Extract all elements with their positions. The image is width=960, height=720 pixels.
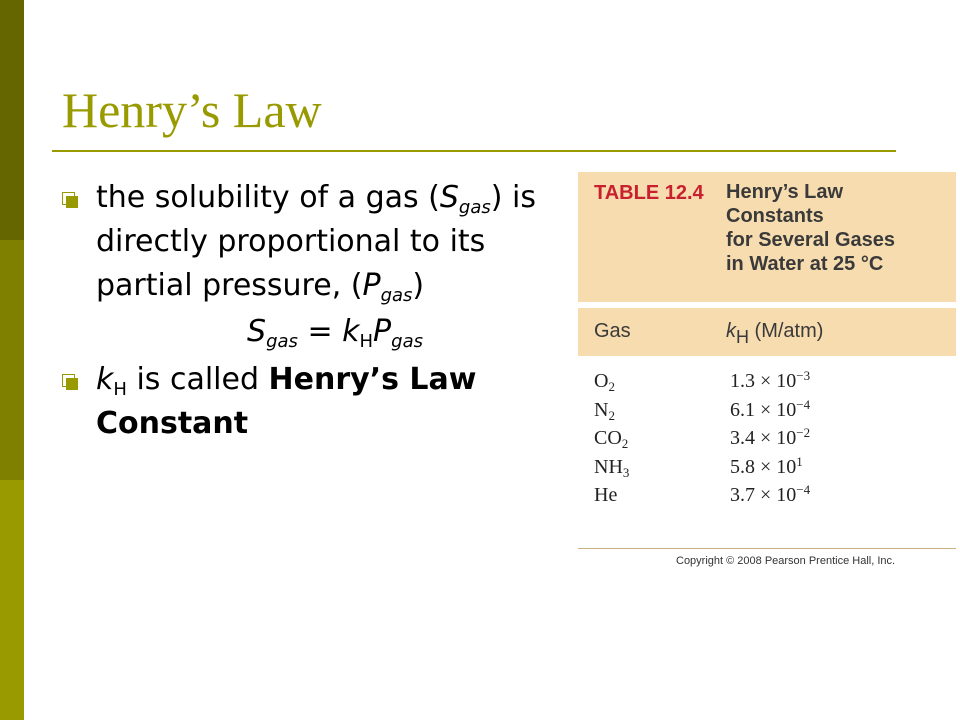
table-row bbox=[578, 453, 956, 485]
caption-line: Constants bbox=[726, 205, 824, 227]
gas-cell: $O_2$ bbox=[594, 370, 615, 394]
caption-line: Henry’s Law bbox=[726, 181, 844, 203]
symbol-s: S bbox=[439, 180, 459, 215]
kh-value-cell: $5.8 \times 10^1$ bbox=[730, 453, 803, 478]
eq-s-subscript: gas bbox=[266, 331, 298, 352]
column-header-gas: Gas bbox=[594, 320, 631, 342]
symbol-p-subscript: gas bbox=[380, 285, 413, 306]
bullet1-text-3: ) bbox=[412, 268, 425, 303]
column-header-kh: $k_H$ (M/atm) bbox=[726, 320, 824, 347]
bullet2-k: k bbox=[96, 362, 114, 397]
bullet1-text-1: the solubility of a gas ( bbox=[96, 180, 440, 215]
table-number: TABLE 12.4 bbox=[594, 182, 704, 204]
gas-cell: $CO_2$ bbox=[594, 427, 629, 452]
table-row bbox=[578, 484, 956, 513]
bullet-list bbox=[60, 176, 570, 446]
gas-cell: $NH_3$ bbox=[594, 455, 630, 480]
square-bullet-icon bbox=[62, 192, 78, 208]
table-header bbox=[578, 172, 956, 302]
sidebar-stripe-bottom bbox=[0, 480, 24, 720]
sidebar-stripe-middle bbox=[0, 240, 24, 480]
eq-p-subscript: gas bbox=[391, 331, 423, 352]
henry-constants-table bbox=[578, 172, 956, 572]
eq-equals: = bbox=[297, 314, 343, 349]
table-row bbox=[578, 396, 956, 428]
copyright-notice: Copyright © 2008 Pearson Prentice Hall, Inc. bbox=[676, 555, 896, 567]
eq-k: k bbox=[342, 314, 360, 349]
caption-line: for Several Gases bbox=[726, 229, 895, 251]
table-caption bbox=[726, 180, 895, 276]
henrys-law-constant-term: Henry’s Law Constant bbox=[96, 362, 477, 441]
bullet-solubility bbox=[60, 176, 570, 308]
gas-cell: $N_2$ bbox=[594, 398, 615, 423]
henry-equation bbox=[60, 310, 570, 354]
bullet1-text-2: ) is directly proportional to its partial pressure, ( bbox=[96, 180, 536, 303]
sidebar-stripe-top bbox=[0, 0, 24, 240]
slide-title: Henry’s Law bbox=[62, 82, 322, 138]
bullet2-k-subscript: H bbox=[113, 379, 127, 400]
table-column-header bbox=[578, 308, 956, 356]
bullet2-text: is called bbox=[126, 362, 269, 397]
table-body bbox=[578, 356, 956, 513]
eq-k-subscript: H bbox=[359, 331, 374, 352]
table-bottom-rule bbox=[578, 548, 956, 549]
eq-s: S bbox=[247, 314, 267, 349]
eq-p: P bbox=[373, 314, 392, 349]
table-row bbox=[578, 370, 956, 399]
bullet-constant bbox=[60, 358, 570, 446]
symbol-s-subscript: gas bbox=[458, 197, 491, 218]
table-row bbox=[578, 427, 956, 456]
symbol-p: P bbox=[362, 268, 381, 303]
square-bullet-icon bbox=[62, 374, 78, 390]
kh-value-cell: $6.1 \times 10^{-4}$ bbox=[730, 396, 811, 421]
caption-line: in Water at 25 °C bbox=[726, 253, 884, 275]
gas-cell: He bbox=[594, 484, 618, 507]
kh-value-cell: $1.3 \times 10^{-3}$ bbox=[730, 368, 811, 392]
kh-value-cell: $3.4 \times 10^{-2}$ bbox=[730, 425, 811, 450]
title-underline bbox=[52, 150, 896, 152]
kh-value-cell: $3.7 \times 10^{-4}$ bbox=[730, 482, 811, 507]
